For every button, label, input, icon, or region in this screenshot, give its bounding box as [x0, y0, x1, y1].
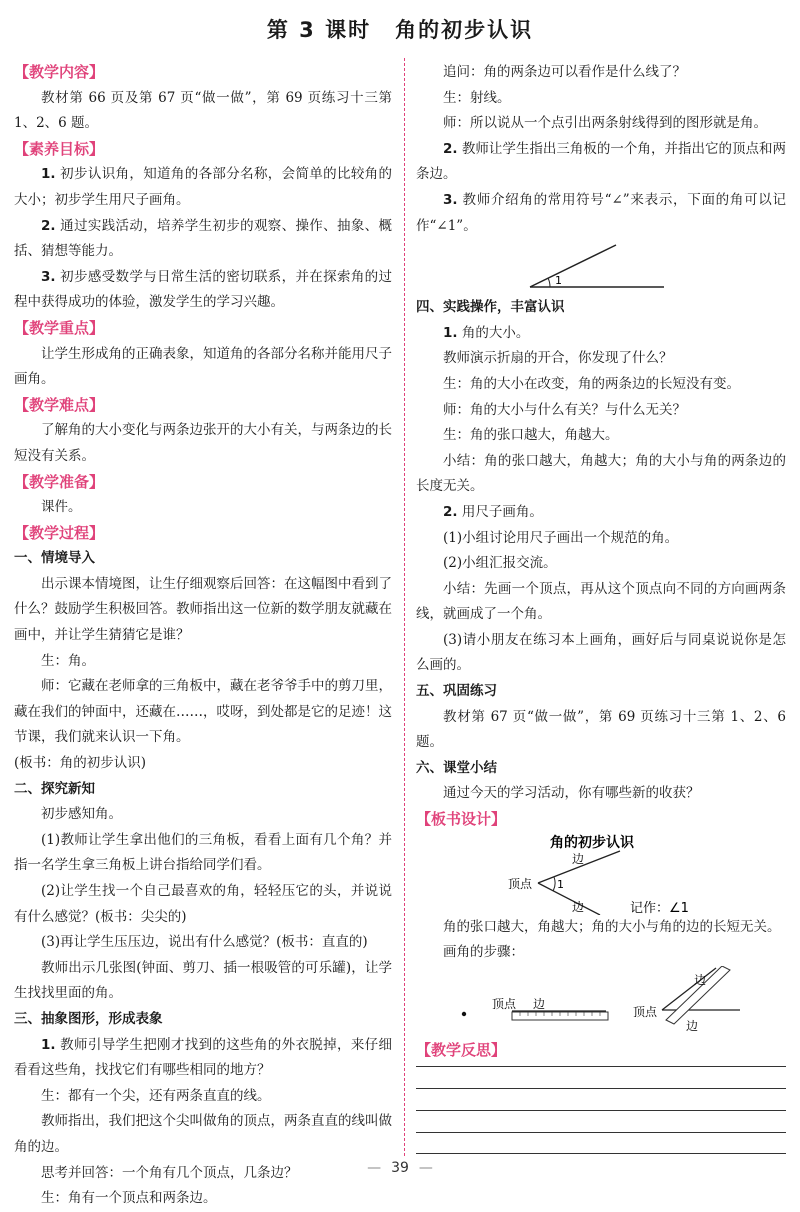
goal-2: [14, 214, 392, 265]
paragraph: (3)请小朋友在练习本上画角，画好后与同桌说说你是怎么画的。: [416, 631, 786, 674]
board-steps-label: 画角的步骤：: [443, 944, 524, 961]
paragraph: 师：角的大小与什么有关？与什么无关？: [443, 401, 686, 418]
board-vertex-label: 顶点: [508, 876, 533, 891]
paragraph: 思考并回答：一个角有几个顶点，几条边？: [41, 1164, 298, 1181]
step-2-vertex-label: 顶点: [492, 996, 517, 1011]
paragraph: 教师演示折扇的开合，你发现了什么？: [443, 350, 673, 367]
board-diagram: [416, 833, 786, 915]
page-title: [0, 14, 800, 44]
board-angle-arc: [553, 877, 555, 891]
paragraph: (3)再让学生压压边，说出有什么感觉？(板书：直直的): [41, 934, 368, 951]
content-text: 教材第 66 页及第 67 页“做一做”，第 69 页练习十三第 1、2、6 题。: [14, 89, 392, 132]
paragraph: (板书：角的初步认识): [14, 755, 147, 772]
item-number: 1.: [443, 324, 458, 341]
board-title: 角的初步认识: [550, 834, 634, 851]
paragraph: 教师指出，我们把这个尖叫做角的顶点，两条直直的线叫做角的边。: [14, 1113, 392, 1155]
paragraph: (2)让学生找一个自己最喜欢的角，轻轻压它的头，并说说有什么感觉？(板书：尖尖的): [14, 883, 392, 925]
key-text: 让学生形成角的正确表象，知道角的各部分名称并能用尺子画角。: [14, 345, 392, 388]
reflection-line: [416, 1088, 786, 1089]
section-key-points: 【教学重点】: [14, 318, 105, 337]
goal-1-number: 1.: [41, 166, 56, 183]
paragraph: 初步感知角。: [41, 806, 122, 823]
paragraph: 通过今天的学习活动，你有哪些新的收获？: [443, 785, 700, 802]
board-edge-label-upper: 边: [572, 851, 585, 866]
paragraph: 师：它藏在老师拿的三角板中，藏在老爷爷手中的剪刀里，藏在我们的钟面中，还藏在……，哎呀，到处都是它的足迹！这节课，我们就来认识一下角。: [14, 678, 392, 746]
paragraph: 小结：角的张口越大，角越大；角的大小与角的两条边的长度无关。: [416, 452, 786, 495]
paragraph: 教材第 67 页“做一做”，第 69 页练习十三第 1、2、6 题。: [416, 708, 786, 751]
reflection-line: [416, 1132, 786, 1133]
step-2-heading: 二、探究新知: [14, 780, 95, 797]
reflection-line: [416, 1066, 786, 1067]
step-3-vertex-label: 顶点: [633, 1004, 658, 1019]
goal-3: [14, 265, 392, 316]
left-column: [14, 60, 392, 1212]
paragraph: (2)小组汇报交流。: [443, 555, 557, 572]
goal-3-number: 3.: [41, 268, 56, 285]
step-5-heading: 五、巩固练习: [416, 683, 497, 700]
item-text: 角的大小。: [461, 324, 530, 341]
item-text: 教师介绍角的常用符号“∠”来表示，下面的角可以记作“∠1”。: [416, 191, 786, 234]
paragraph: [14, 1033, 392, 1084]
board-angle-num: 1: [557, 877, 564, 891]
angle-figure: [416, 239, 786, 295]
drawing-steps-svg: [416, 966, 786, 1038]
angle-arc: [548, 278, 550, 287]
paragraph: [416, 500, 786, 526]
board-edge-label-lower: 边: [572, 899, 585, 914]
paragraph: 生：角的张口越大，角越大。: [443, 427, 619, 444]
prep-text: 课件。: [41, 499, 82, 516]
footer-dash-right: —: [418, 1160, 433, 1176]
paragraph: 师：所以说从一个点引出两条射线得到的图形就是角。: [443, 115, 767, 132]
item-number: 2.: [443, 503, 458, 520]
item-text: 用尺子画角。: [461, 503, 543, 520]
angle-label: 1: [555, 274, 562, 288]
page-footer: [0, 1160, 800, 1176]
section-reflection: 【教学反思】: [416, 1040, 507, 1059]
right-column: [416, 60, 786, 1063]
step-4-heading: 四、实践操作，丰富认识: [416, 299, 565, 316]
lesson-title: 角的初步认识: [395, 18, 534, 42]
goal-1-text: 初步认识角，知道角的各部分名称，会简单的比较角的大小；初步学生用尺子画角。: [14, 166, 393, 208]
paragraph: 生：角有一个顶点和两条边。: [41, 1190, 217, 1207]
item-text: 教师让学生指出三角板的一个角，并指出它的顶点和两条边。: [416, 140, 787, 183]
section-teaching-content: 【教学内容】: [14, 63, 105, 81]
paragraph: 追问：角的两条边可以看作是什么线了？: [443, 64, 686, 80]
paragraph: [416, 188, 786, 239]
section-process: 【教学过程】: [14, 523, 105, 542]
paragraph: 生：角的大小在改变，角的两条边的长短没有变。: [443, 375, 740, 392]
paragraph: 生：都有一个尖，还有两条直直的线。: [41, 1087, 271, 1104]
section-board-design: 【板书设计】: [416, 810, 507, 829]
step-3-edge-label-lower: 边: [686, 1018, 699, 1033]
section-goals: 【素养目标】: [14, 139, 105, 158]
paragraph: [416, 321, 786, 347]
step-1-vertex-dot: [462, 1012, 466, 1016]
step-2-edge-label: 边: [533, 996, 546, 1011]
paragraph: 出示课本情境图，让生仔细观察后回答：在这幅图中看到了什么？鼓励学生积极回答。教师指出这一位新的数学朋友就藏在画中，并让学生猜猜它是谁？: [14, 575, 392, 644]
board-ray-lower: [538, 883, 600, 915]
item-number: 1.: [41, 1036, 56, 1053]
paragraph: 小结：先画一个顶点，再从这个顶点向不同的方向画两条线，就画成了一个角。: [416, 580, 786, 623]
paragraph: 教师出示几张图(钟面、剪刀、插一根吸管的可乐罐)，让学生找找里面的角。: [14, 959, 392, 1002]
column-divider: [404, 58, 405, 1156]
board-angle-svg: [416, 833, 786, 915]
reflection-line: [416, 1153, 786, 1154]
goal-1: [14, 162, 392, 213]
drawing-steps-figure: [416, 966, 786, 1038]
section-preparation: 【教学准备】: [14, 472, 105, 491]
goal-2-text: 通过实践活动，培养学生初步的观察、操作、抽象、概括、猜想等能力。: [14, 217, 393, 260]
section-difficulties: 【教学难点】: [14, 395, 105, 414]
paragraph: 生：角。: [41, 652, 95, 669]
step-3-edge-label-upper: 边: [694, 972, 707, 987]
lesson-number: 第 3 课时: [266, 18, 372, 42]
item-number: 2.: [443, 140, 458, 157]
board-summary: 角的张口越大，角越大；角的大小与角的边的长短无关。: [443, 918, 781, 935]
step-6-heading: 六、课堂小结: [416, 759, 497, 776]
board-notation: 记作：∠1: [630, 900, 689, 915]
goal-3-text: 初步感受数学与日常生活的密切联系，并在探索角的过程中获得成功的体验，激发学生的学习兴趣。: [14, 268, 393, 311]
footer-dash-left: —: [367, 1160, 382, 1176]
paragraph: (1)教师让学生拿出他们的三角板，看看上面有几个角？并指一名学生拿三角板上讲台指给同学们看。: [14, 831, 392, 874]
paragraph: [416, 137, 786, 188]
item-number: 3.: [443, 191, 458, 208]
reflection-line: [416, 1110, 786, 1111]
angle-ray-slanted: [530, 245, 616, 287]
goal-2-number: 2.: [41, 217, 56, 234]
difficult-text: 了解角的大小变化与两条边张开的大小有关，与两条边的长短没有关系。: [14, 422, 392, 464]
item-text: 教师引导学生把刚才找到的这些角的外衣脱掉，来仔细看看这些角，找找它们有哪些相同的地方？: [14, 1036, 393, 1079]
angle-1-diagram: [416, 239, 786, 295]
paragraph: (1)小组讨论用尺子画出一个规范的角。: [443, 529, 679, 546]
paragraph: 生：射线。: [443, 89, 511, 106]
step-3-heading: 三、抽象图形，形成表象: [14, 1010, 163, 1027]
step-1-heading: 一、情境导入: [14, 550, 95, 567]
page-number: 39: [391, 1160, 409, 1176]
